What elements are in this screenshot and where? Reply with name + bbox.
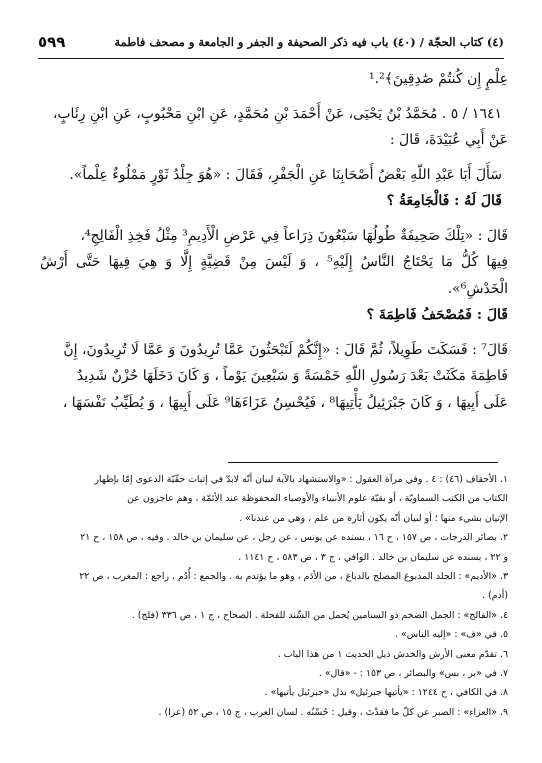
footnote-line: الإتيان بشيء منها ؛ أو لبيان أنّه يكون أثارة من علم ، وهي من عندنا» . (239, 512, 508, 524)
footnote-line: و ٢٢ ، بسنده عن سليمان بن خالد . الوافي ، ج ٣ ، ص ٥٨٣ ، ح ١١٤١ . (238, 551, 508, 563)
footnote-line: ٩. «العزاء» : الصبر عن كلّ ما فقدْتَ ، وقيل : حُسْنُه . لسان العرب ، ج ١٥ ، ص ٥٢ (عزا) . (158, 706, 508, 718)
text-line: قَالَ لَهُ : فَالْجَامِعَةُ ؟ (386, 193, 502, 209)
footnote-line: ٦. تقدّم معنى الأرش والخدش ذيل الحديث ١ من هذا الباب . (277, 648, 508, 660)
text-line: عَلَى أَبِيهَا ، وَ كَانَ جَبْرَئِيلُ يَأْتِيهَا⁸ ، فَيُحْسِنُ عَزَاءَهَا⁹ عَلَى أَبِيهَا ، وَ يُطَيِّبُ نَفْسَهَا ، (62, 394, 508, 411)
header-title: (٤) كتاب الحجّة / (٤٠) باب فيه ذكر الصحيفة و الجفر و الجامعة و مصحف فاطمة (114, 35, 504, 49)
footnote-divider (228, 462, 498, 463)
footnote-line: ٥. في «ف» : «إليه الناس» . (395, 629, 508, 641)
text-line: فِيهَا كُلُّ مَا يَحْتَاجُ النَّاسُ إِلَيْهِ⁵ ، وَ لَيْسَ مِنْ قَضِيَّةٍ إِلَّا وَ هِيَ فِيهَا حَتَّى أَرْشُ الْخَدْشِ⁶». (40, 254, 508, 297)
text-line: فَاطِمَةَ مَكَثَتْ بَعْدَ رَسُولِ اللّهِ خَمْسَةً وَ سَبْعِينَ يَوْماً ، وَ كَانَ دَخَلَهَا حُزْنٌ شَدِيدٌ (76, 368, 508, 384)
text-line: قَالَ : فَمُصْحَفُ فَاطِمَةَ ؟ (366, 307, 508, 323)
text-line: قَالَ : «تِلْكَ صَحِيفَةٌ طُولُهَا سَبْعُونَ ذِرَاعاً فِي عَرْضِ الْأَدِيمِ³ مِثْلُ فَخِذِ الْفَالِجِ⁴، (80, 227, 508, 244)
footnote-line: ٨. في الكافي ، ح ١٢٤٤ : «يأتيها جبرئيل» بدل «جبرئيل يأتيها» . (264, 687, 508, 699)
footnotes (40, 470, 508, 722)
text-line: قَالَ⁷ : فَسَكَتَ طَوِيلاً، ثُمَّ قَالَ : «إِنَّكُمْ لَتَبْحَثُونَ عَمَّا تُرِيدُونَ وَ عَمَّا لَا تُرِيدُونَ، إِنَّ (63, 341, 508, 358)
page-number: ٥٩٩ (38, 33, 66, 51)
footnote-line: ٣. «الأديم» : الجلد المدبوغ المصلح بالدباغ ، من الأدَم ، وهو ما يؤتدم به . والجمع : أُدُم . راجع : المغرب ، ص ٢٢ (79, 571, 508, 583)
running-header (38, 30, 504, 59)
footnote-line: ٤. «الفالج» : الجمل الضخم ذو السنامين يُحمل من السِّند للفحلة . الصحاح ، ج ١ ، ص ٣٣٦ (فلج) . (131, 609, 508, 621)
text-line: سَأَلَ أَبَا عَبْدِ اللّهِ بَعْضُ أَصْحَابِنَا عَنِ الْجَفْرِ، فَقَالَ : «هُوَ جِلْدُ ثَوْرٍ مَمْلُوءٌ عِلْماً». (69, 166, 502, 183)
footnote-line: ٧. في «بر ، بس» والبصائر ، ص ١٥٣ : - «قال» . (318, 668, 508, 680)
footnote-line: (أدم) . (482, 590, 508, 602)
footnote-line: ٢. بصائر الدرجات ، ص ١٥٧ ، ح ١٦ ، بسنده عن يونس ، عن رجل ، عن سليمان بن خالد . وفيه ، ص ١٥٨ ، ح ٢١ (80, 532, 508, 544)
footnote-line: ١. الأحقاف (٤٦) : ٤ . وفي مرآة العقول : «والاستشهاد بالآية لبيان أنّه لابدّ في إثبات حقّيّة الدعوى إمّا بإظهار (94, 474, 508, 485)
main-text (40, 66, 508, 416)
footnote-line: الكتاب من الكتب السماويّة ، أو بقيّة علوم الأنبياء والأوصياء المحفوظة عند الأئمّة ، وهم عاجزون عن (127, 493, 508, 505)
text-line: عِلْمٍ إِن كُنتُمْ صَٰدِقِينَ﴾¹.² (369, 71, 508, 87)
hadith-number-line: ١٦٤١ / ٥ . مُحَمَّدُ بْنُ يَحْيَى، عَنْ أَحْمَدَ بْنِ مُحَمَّدٍ، عَنِ ابْنِ مَحْبُوبٍ، عَنِ ابْنِ رِئَابٍ، (52, 105, 502, 122)
text-line: عَنْ أَبِي عُبَيْدَةَ، قَالَ : (389, 132, 508, 148)
